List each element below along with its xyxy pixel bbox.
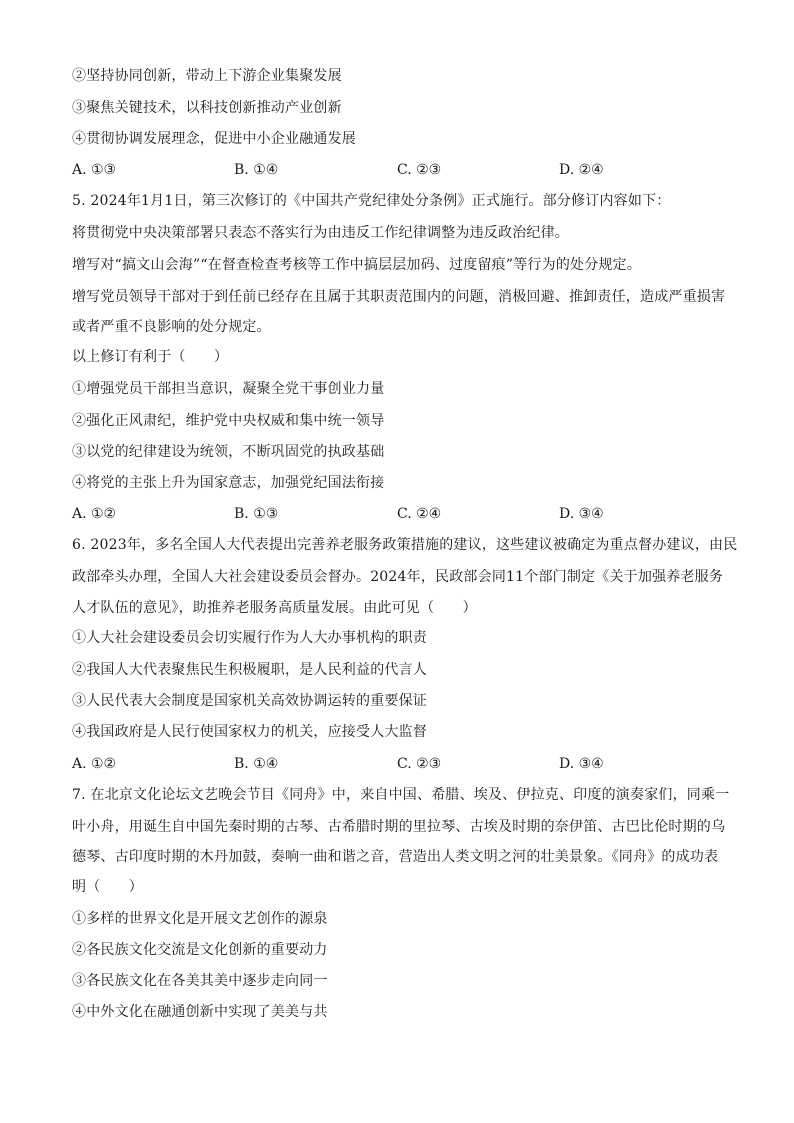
- q6-statement-2: ②我国人大代表聚焦民生积极履职，是人民利益的代言人: [72, 662, 427, 678]
- q4-option-d[interactable]: D. ②④: [559, 162, 604, 178]
- q7-statement-3: ③各民族文化在各美其美中逐步走向同一: [72, 973, 328, 989]
- q7-stem-line: 7. 在北京文化论坛文艺晚会节目《同舟》中，来自中国、希腊、埃及、伊拉克、印度的演奏家们，同乘一: [72, 787, 730, 803]
- q4-option-c[interactable]: C. ②③: [397, 162, 442, 178]
- q5-option-c[interactable]: C. ②④: [397, 506, 442, 522]
- q5-option-b[interactable]: B. ①③: [234, 506, 279, 522]
- q5-stem-line: 以上修订有利于（ ）: [72, 349, 229, 365]
- q5-stem-line: 5. 2024年1月1日，第三次修订的《中国共产党纪律处分条例》正式施行。部分修订内容如下：: [72, 193, 671, 209]
- q5-statement-1: ①增强党员干部担当意识，凝聚全党干事创业力量: [72, 381, 385, 397]
- q6-option-a[interactable]: A. ①②: [72, 756, 117, 772]
- q4-statement-4: ④贯彻协调发展理念，促进中小企业融通发展: [72, 131, 356, 147]
- q5-stem-line: 增写对“搞文山会海”“在督查检查考核等工作中搞层层加码、过度留痕”等行为的处分规定。: [72, 257, 642, 273]
- q7-statement-1: ①多样的世界文化是开展文艺创作的源泉: [72, 911, 328, 927]
- q4-statement-3: ③聚焦关键技术，以科技创新推动产业创新: [72, 100, 342, 116]
- q4-option-b[interactable]: B. ①④: [234, 162, 279, 178]
- q6-statement-3: ③人民代表大会制度是国家机关高效协调运转的重要保证: [72, 693, 427, 709]
- q7-stem-line: 明（ ）: [72, 879, 143, 895]
- q6-option-d[interactable]: D. ③④: [559, 756, 604, 772]
- q7-statement-2: ②各民族文化交流是文化创新的重要动力: [72, 942, 328, 958]
- q5-option-d[interactable]: D. ③④: [559, 506, 604, 522]
- q6-stem-line: 政部牵头办理，全国人大社会建设委员会督办。2024年，民政部会同11个部门制定《关于加强养老服务: [72, 569, 724, 585]
- q5-stem-line: 将贯彻党中央决策部署只表态不落实行为由违反工作纪律调整为违反政治纪律。: [72, 225, 569, 241]
- q7-stem-line: 叶小舟，用诞生自中国先秦时期的古琴、古希腊时期的里拉琴、古埃及时期的奈伊笛、古巴比伦时期的乌: [72, 819, 726, 835]
- q6-stem-line: 6. 2023年，多名全国人大代表提出完善养老服务政策措施的建议，这些建议被确定为重点督办建议，由民: [72, 537, 738, 553]
- q5-statement-3: ③以党的纪律建设为统领，不断巩固党的执政基础: [72, 444, 385, 460]
- q5-statement-4: ④将党的主张上升为国家意志，加强党纪国法衔接: [72, 475, 385, 491]
- q7-stem-line: 德琴、古印度时期的木丹加鼓，奏响一曲和谐之音，营造出人类文明之河的壮美景象。《同舟》的成功表: [72, 849, 719, 865]
- q7-statement-4: ④中外文化在融通创新中实现了美美与共: [72, 1004, 328, 1020]
- q6-statement-4: ④我国政府是人民行使国家权力的机关，应接受人大监督: [72, 724, 427, 740]
- q4-statement-2: ②坚持协同创新，带动上下游企业集聚发展: [72, 68, 342, 84]
- q5-statement-2: ②强化正风肃纪，维护党中央权威和集中统一领导: [72, 413, 385, 429]
- q6-option-c[interactable]: C. ②③: [397, 756, 442, 772]
- q5-stem-line: 增写党员领导干部对于到任前已经存在且属于其职责范围内的问题，消极回避、推卸责任，造成严重损害: [72, 289, 726, 305]
- q6-stem-line: 人才队伍的意见》，助推养老服务高质量发展。由此可见（ ）: [72, 600, 477, 616]
- q5-stem-line: 或者严重不良影响的处分规定。: [72, 319, 271, 335]
- q6-statement-1: ①人大社会建设委员会切实履行作为人大办事机构的职责: [72, 630, 427, 646]
- q4-option-a[interactable]: A. ①③: [72, 162, 117, 178]
- q5-option-a[interactable]: A. ①②: [72, 506, 117, 522]
- q6-option-b[interactable]: B. ①④: [234, 756, 279, 772]
